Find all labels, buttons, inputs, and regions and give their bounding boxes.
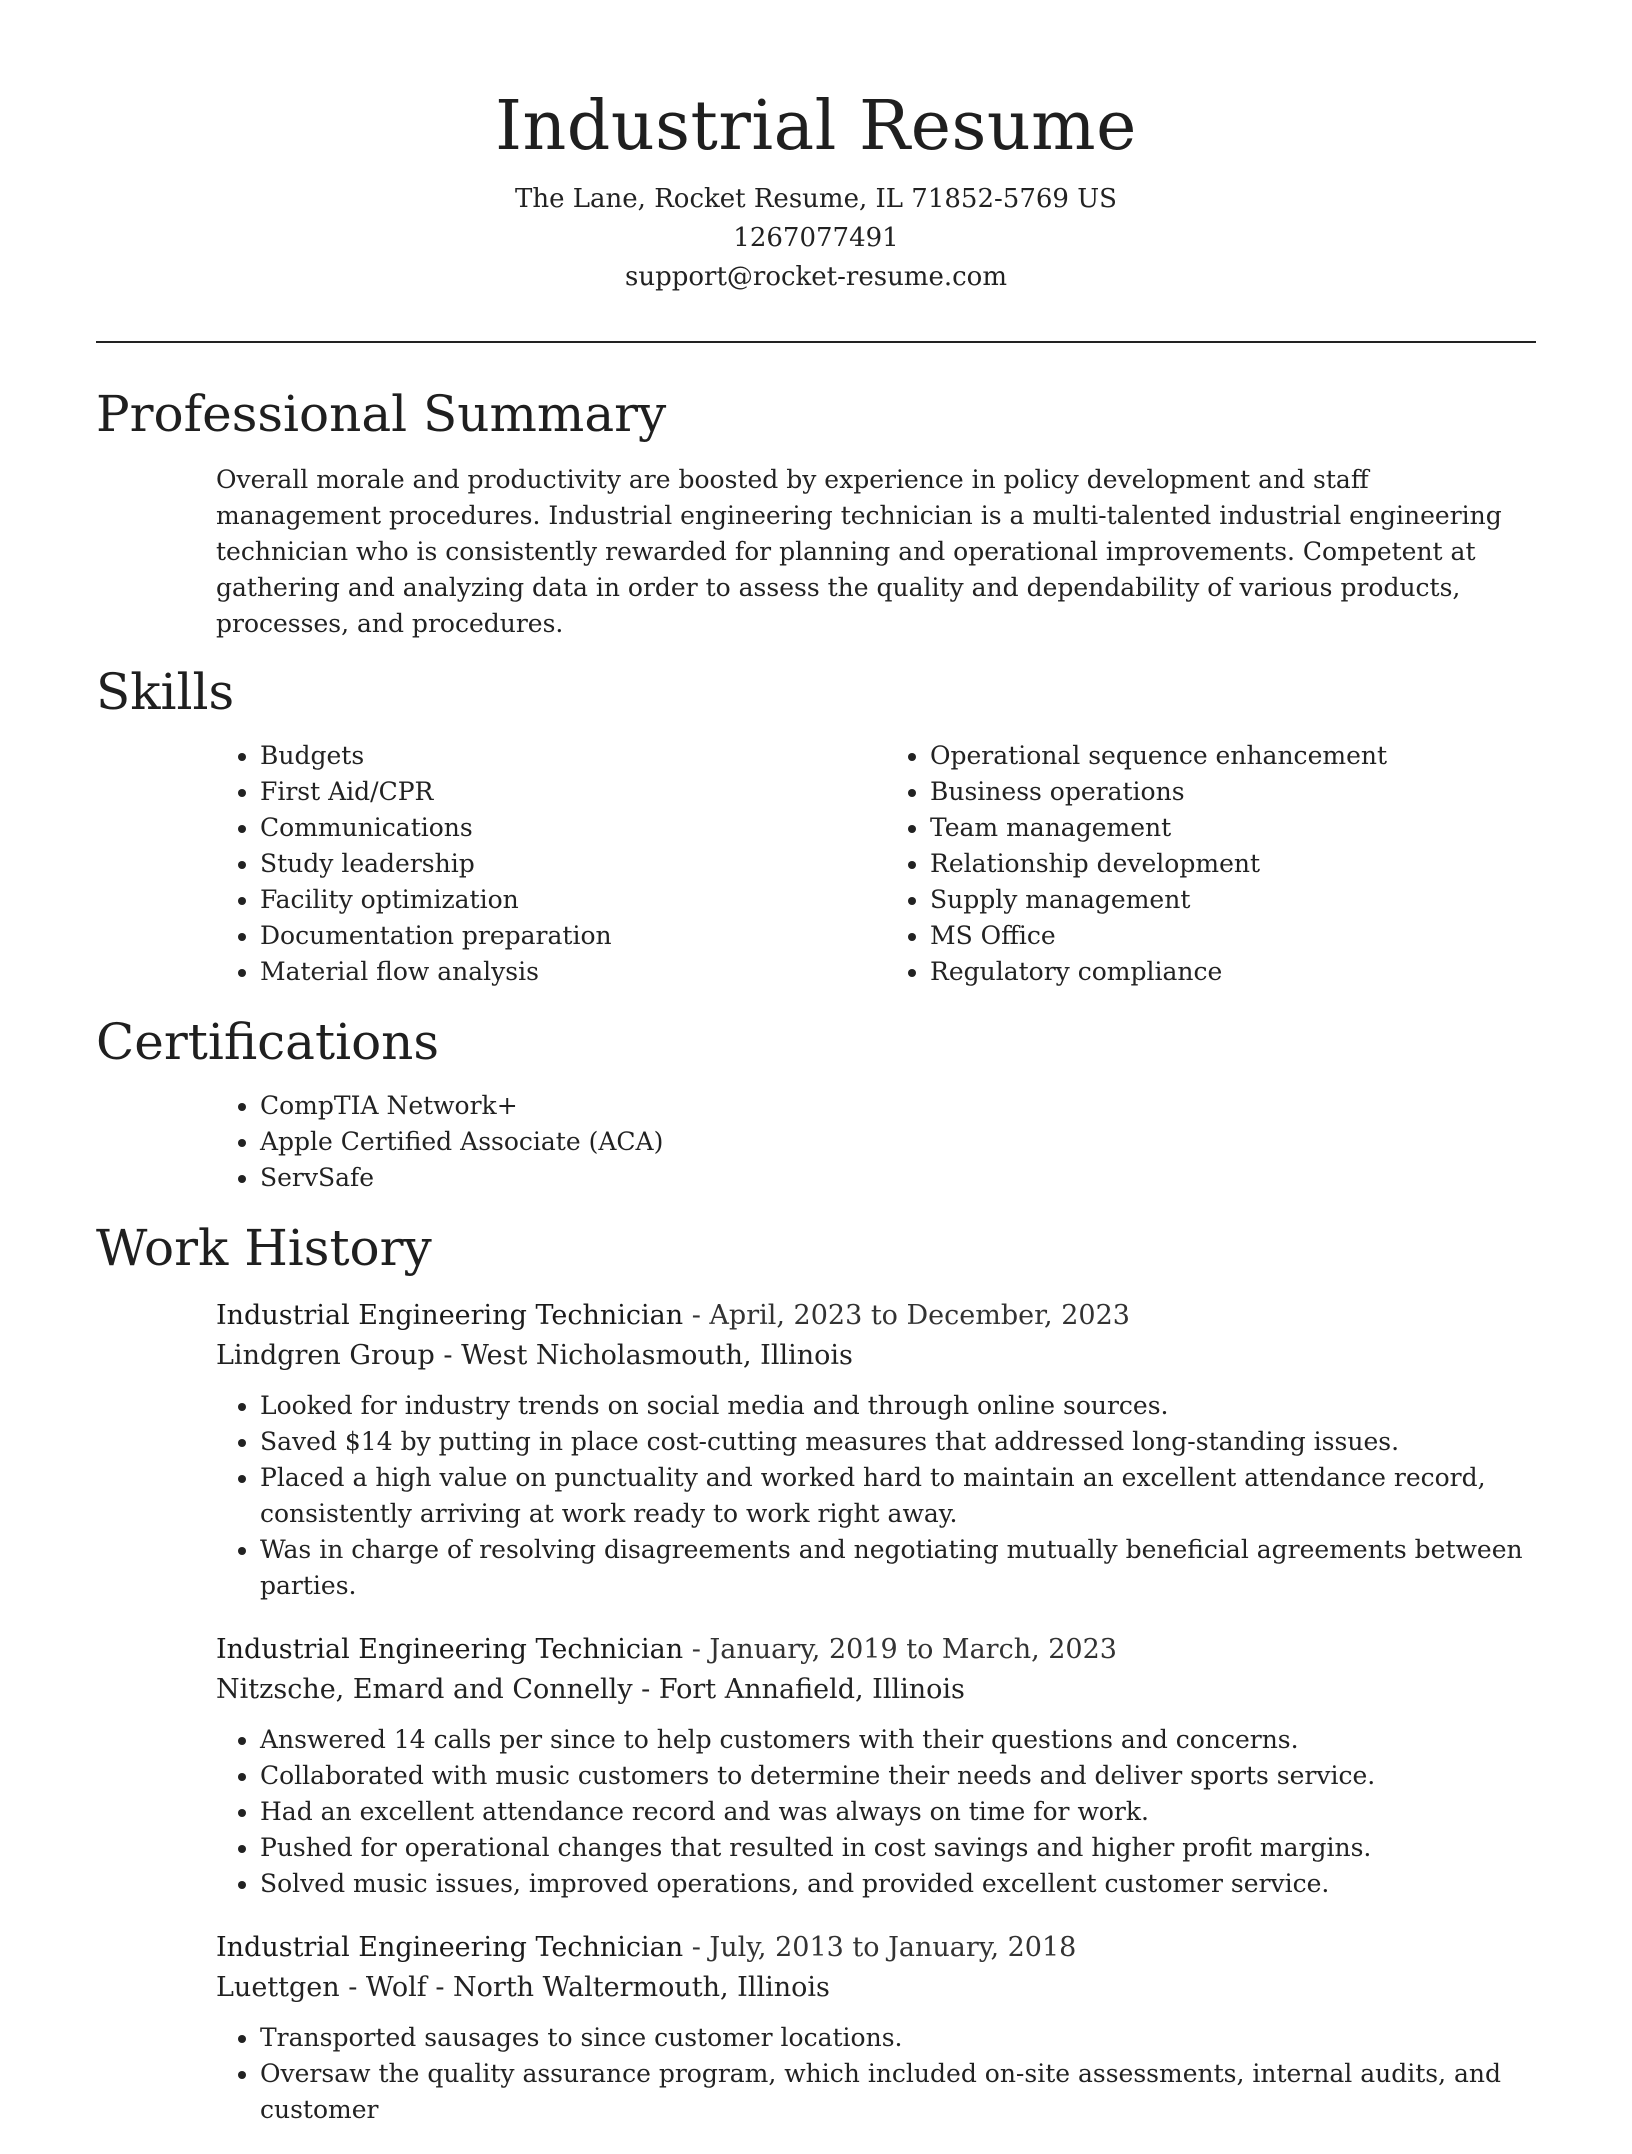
resume-name: Industrial Resume — [495, 87, 1137, 166]
skill-item: • Material flow analysis — [260, 954, 910, 990]
job-title-line — [96, 1928, 1536, 1968]
job-bullet: • Placed a high value on punctuality and worked hard to maintain an excellent attendance record, consistently arriving at work ready to work right away. — [260, 1460, 1536, 1532]
skill-item: • Operational sequence enhancement — [930, 738, 1530, 774]
skill-item: • Relationship development — [930, 846, 1530, 882]
job-bullet: • Pushed for operational changes that resulted in cost savings and higher profit margins. — [260, 1830, 1536, 1866]
job-company-line — [96, 1670, 1536, 1710]
job-bullet: • Transported sausages to since customer locations. — [260, 2020, 1536, 2056]
skills-heading: Skills — [96, 663, 235, 721]
job-bullet: • Looked for industry trends on social media and through online sources. — [260, 1388, 1536, 1424]
skill-item: • MS Office — [930, 918, 1530, 954]
header-divider — [96, 341, 1536, 343]
skill-item: • First Aid/CPR — [260, 774, 910, 810]
job-company-line — [96, 1968, 1536, 2008]
job-title-line — [96, 1296, 1536, 1336]
work-history-list — [96, 1296, 1536, 2128]
job-entry — [96, 1296, 1536, 1604]
certification-item: • ServSafe — [260, 1160, 1536, 1196]
skill-item: • Communications — [260, 810, 910, 846]
skill-item: • Study leadership — [260, 846, 910, 882]
summary-text: Overall morale and productivity are boosted by experience in policy development and staff management procedures. Industrial engineering technician is a multi-talented industrial engineering technician who is consistently rewarded for planning and operational improvements. Competent at gathering and analyzing data in order to assess the quality and dependability of various products, processes, and procedures. — [216, 465, 1502, 638]
job-bullet: • Saved $14 by putting in place cost-cutting measures that addressed long-standing issues. — [260, 1424, 1536, 1460]
job-location: - North Waltermouth, Illinois — [426, 1972, 830, 2003]
certification-item: • CompTIA Network+ — [260, 1088, 1536, 1124]
job-bullet: • Collaborated with music customers to determine their needs and deliver sports service. — [260, 1758, 1536, 1794]
job-bullet: • Had an excellent attendance record and was always on time for work. — [260, 1794, 1536, 1830]
skill-item: • Team management — [930, 810, 1530, 846]
job-bullets — [96, 1388, 1536, 1604]
job-title: Industrial Engineering Technician — [216, 1932, 684, 1963]
job-bullet: • Was in charge of resolving disagreements and negotiating mutually beneficial agreements between parties. — [260, 1532, 1536, 1604]
job-location: - Fort Annafield, Illinois — [632, 1674, 965, 1705]
contact-block — [0, 180, 1632, 297]
work-history-heading: Work History — [96, 1219, 432, 1277]
email: support@rocket-resume.com — [624, 262, 1007, 292]
job-location: - West Nicholasmouth, Illinois — [434, 1340, 853, 1371]
skill-item: • Budgets — [260, 738, 910, 774]
job-title: Industrial Engineering Technician — [216, 1300, 684, 1331]
phone: 1267077491 — [733, 223, 899, 253]
address: The Lane, Rocket Resume, IL 71852-5769 US — [515, 184, 1117, 214]
skill-item: • Regulatory compliance — [930, 954, 1530, 990]
job-bullets — [96, 1722, 1536, 1902]
summary-heading: Professional Summary — [96, 385, 667, 443]
certifications-heading: Certifications — [96, 1013, 440, 1071]
resume-header — [0, 0, 1632, 297]
certifications-list — [96, 1088, 1536, 1196]
skill-item: • Facility optimization — [260, 882, 910, 918]
skills-column-right — [910, 738, 1530, 990]
certification-item: • Apple Certified Associate (ACA) — [260, 1124, 1536, 1160]
job-title: Industrial Engineering Technician — [216, 1634, 684, 1665]
job-company: Nitzsche, Emard and Connelly — [216, 1674, 633, 1705]
job-dates: - July, 2013 to January, 2018 — [683, 1932, 1077, 1963]
skill-item: • Documentation preparation — [260, 918, 910, 954]
skills-column-left — [96, 738, 910, 990]
job-company: Luettgen - Wolf — [216, 1972, 427, 2003]
job-company-line — [96, 1336, 1536, 1376]
job-bullet: • Oversaw the quality assurance program, which included on-site assessments, internal audits, and customer — [260, 2056, 1536, 2128]
skills-list — [96, 730, 1536, 1004]
skill-item: • Business operations — [930, 774, 1530, 810]
job-company: Lindgren Group — [216, 1340, 435, 1371]
resume-body — [96, 376, 1536, 2154]
job-bullet: • Answered 14 calls per since to help customers with their questions and concerns. — [260, 1722, 1536, 1758]
job-title-line — [96, 1630, 1536, 1670]
job-dates: - January, 2019 to March, 2023 — [683, 1634, 1117, 1665]
job-dates: - April, 2023 to December, 2023 — [683, 1300, 1130, 1331]
skill-item: • Supply management — [930, 882, 1530, 918]
job-entry — [96, 1630, 1536, 1902]
job-bullet: • Solved music issues, improved operations, and provided excellent customer service. — [260, 1866, 1536, 1902]
job-entry — [96, 1928, 1536, 2128]
